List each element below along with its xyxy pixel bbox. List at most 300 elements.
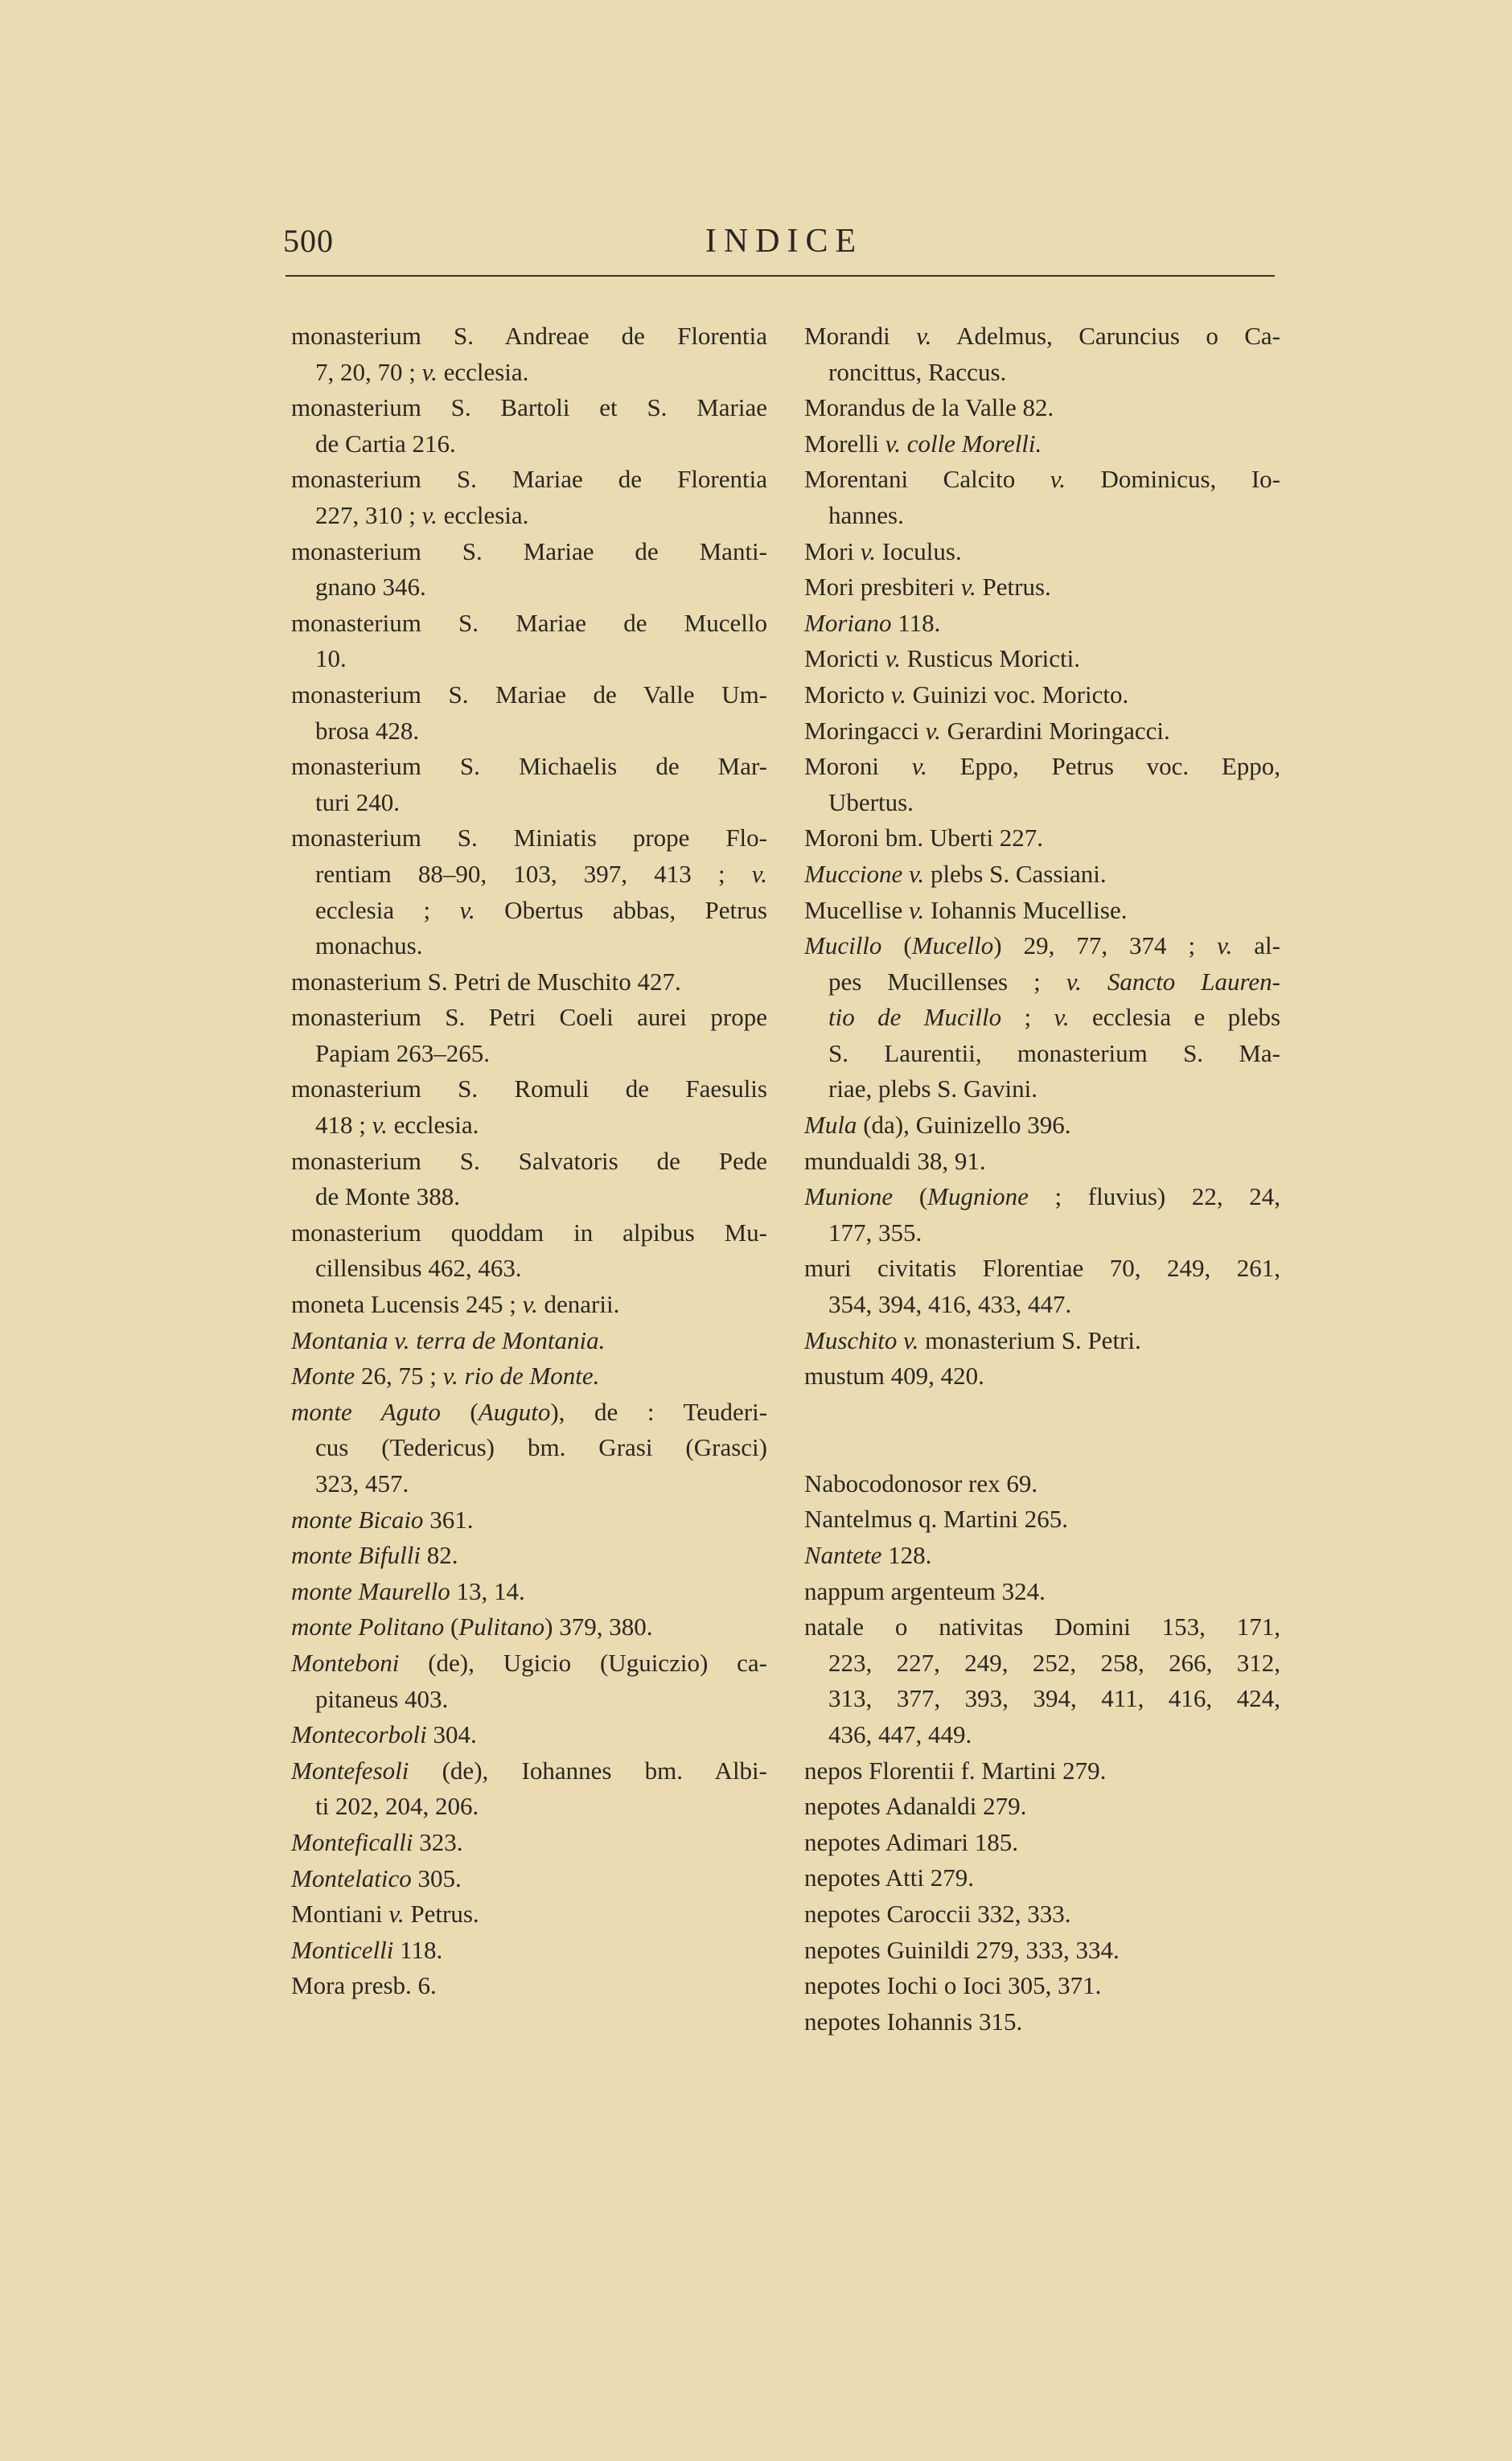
- entry-continuation-line: [291, 785, 767, 821]
- text: riae, plebs S. Gavini.: [828, 1074, 1038, 1103]
- entry-line: [291, 1825, 767, 1861]
- index-entry: [291, 534, 767, 606]
- text: Moricto: [804, 680, 891, 709]
- entry-line: [291, 318, 767, 355]
- text: Moroni: [804, 752, 912, 781]
- index-entry: [291, 1538, 767, 1574]
- text: 323, 457.: [315, 1469, 409, 1498]
- index-entry: [804, 1933, 1280, 1969]
- italic-text: Munione: [804, 1182, 894, 1211]
- text: denarii.: [537, 1290, 620, 1319]
- entry-continuation-line: [291, 1466, 767, 1502]
- text: Petrus.: [404, 1900, 479, 1929]
- entry-continuation-line: [291, 1430, 767, 1466]
- entry-line: [291, 1358, 767, 1395]
- text: monasterium S. Salvatoris de Pede: [291, 1146, 767, 1175]
- text: (da), Guinizello 396.: [857, 1111, 1071, 1140]
- italic-text: v.: [1217, 931, 1233, 960]
- entry-line: [291, 1896, 767, 1933]
- text: 13, 14.: [450, 1576, 525, 1605]
- entry-line: [804, 1107, 1280, 1144]
- index-entry: [291, 1323, 767, 1359]
- text: nepotes Iochi o Ioci 305, 371.: [804, 1971, 1102, 2000]
- entry-continuation-line: [291, 857, 767, 893]
- index-entry: [804, 749, 1280, 820]
- text: turi 240.: [315, 787, 401, 816]
- text: Moringacci: [804, 716, 926, 745]
- entry-continuation-line: [804, 1681, 1280, 1717]
- entry-line: [291, 677, 767, 713]
- text: monachus.: [315, 931, 423, 960]
- text: Papiam 263–265.: [315, 1038, 490, 1067]
- index-entry: [804, 1609, 1280, 1752]
- index-entry: [291, 1896, 767, 1933]
- entry-line: [804, 534, 1280, 570]
- index-entry: [804, 318, 1280, 390]
- text: [897, 1326, 903, 1354]
- entry-continuation-line: [291, 1251, 767, 1287]
- index-entry: [291, 964, 767, 1000]
- text: ecclesia.: [437, 357, 529, 386]
- entry-line: [804, 1860, 1280, 1896]
- italic-text: v. Sancto Lauren-: [1066, 967, 1280, 996]
- entry-line: [804, 749, 1280, 785]
- index-entry: [291, 1502, 767, 1539]
- text: ) 29, 77, 374 ;: [993, 931, 1218, 960]
- text: monasterium S. Andreae de Florentia: [291, 322, 767, 350]
- italic-text: Montania v. terra de Montania.: [291, 1325, 606, 1354]
- entry-line: [291, 749, 767, 785]
- italic-text: Nantete: [804, 1541, 882, 1569]
- index-entry: [291, 1753, 767, 1825]
- text: ecclesia ;: [315, 895, 460, 924]
- text: 118.: [891, 608, 941, 637]
- index-entry: [804, 677, 1280, 713]
- entry-line: [291, 964, 767, 1000]
- text: (de), Ugicio (Uguiczio) ca-: [399, 1648, 767, 1677]
- entry-continuation-line: [291, 569, 767, 606]
- entry-continuation-line: [291, 893, 767, 929]
- index-entry: [804, 1466, 1280, 1502]
- entry-line: [804, 462, 1280, 498]
- italic-text: Auguto: [478, 1397, 551, 1426]
- text: Nantelmus q. Martini 265.: [804, 1505, 1069, 1534]
- entry-line: [804, 1538, 1280, 1574]
- text: de Cartia 216.: [315, 429, 456, 458]
- index-entry: [804, 534, 1280, 570]
- italic-text: v.: [885, 644, 901, 673]
- italic-text: v.: [925, 716, 941, 745]
- text: rentiam 88–90, 103, 397, 413 ;: [315, 859, 752, 888]
- text: 82.: [421, 1541, 458, 1570]
- text: ;: [1001, 1003, 1054, 1032]
- index-entry: [804, 390, 1280, 426]
- index-entry: [804, 1538, 1280, 1574]
- italic-text: v.: [459, 895, 475, 924]
- text: plebs S. Cassiani.: [924, 859, 1107, 888]
- entry-continuation-line: [804, 964, 1280, 1000]
- italic-text: Muccione: [804, 859, 903, 888]
- text: 418 ;: [315, 1111, 372, 1140]
- entry-line: [804, 1144, 1280, 1180]
- index-entry: [804, 1144, 1280, 1180]
- italic-text: v.: [388, 1900, 405, 1929]
- italic-text: monte Bifulli: [291, 1541, 421, 1570]
- index-entry: [291, 1609, 767, 1645]
- entry-line: [804, 820, 1280, 857]
- entry-line: [291, 1287, 767, 1323]
- italic-text: monte Aguto: [291, 1397, 441, 1426]
- entry-line: [804, 1179, 1280, 1215]
- index-entry: [291, 1215, 767, 1287]
- entry-line: [804, 1358, 1280, 1395]
- italic-text: monte Politano: [291, 1613, 445, 1641]
- entry-continuation-line: [804, 1287, 1280, 1323]
- entry-line: [291, 1645, 767, 1682]
- italic-text: Mucillo: [804, 931, 882, 960]
- index-column-left: [291, 318, 767, 2004]
- text: 26, 75 ;: [355, 1362, 443, 1391]
- entry-line: [291, 1609, 767, 1645]
- index-entry: [291, 820, 767, 963]
- entry-line: [804, 1753, 1280, 1789]
- index-entry: [291, 1395, 767, 1502]
- text: Adelmus, Caruncius o Ca-: [931, 322, 1280, 350]
- text: cillensibus 462, 463.: [315, 1254, 522, 1283]
- entry-line: [804, 1825, 1280, 1861]
- entry-continuation-line: [291, 426, 767, 462]
- entry-line: [291, 1861, 767, 1897]
- text: Nabocodonosor rex 69.: [804, 1469, 1038, 1498]
- text: (: [881, 931, 912, 960]
- index-entry: [291, 1861, 767, 1897]
- index-entry: [291, 1645, 767, 1717]
- entry-continuation-line: [291, 641, 767, 677]
- entry-continuation-line: [291, 928, 767, 964]
- index-entry: [291, 462, 767, 533]
- text: Gerardini Moringacci.: [940, 716, 1170, 745]
- text: 323.: [413, 1827, 463, 1856]
- index-entry: [804, 462, 1280, 533]
- italic-text: Montelatico: [291, 1863, 412, 1892]
- italic-text: v.: [751, 859, 767, 888]
- index-entry: [291, 1933, 767, 1969]
- text: moneta Lucensis 245 ;: [291, 1290, 523, 1319]
- text: monasterium S. Petri.: [918, 1325, 1141, 1354]
- entry-line: [291, 820, 767, 857]
- text: monasterium quoddam in alpibus Mu-: [291, 1218, 767, 1247]
- entry-line: [804, 426, 1280, 462]
- text: 227, 310 ;: [315, 500, 422, 529]
- text: nepotes Guinildi 279, 333, 334.: [804, 1935, 1120, 1964]
- italic-text: v.: [421, 357, 438, 386]
- italic-text: Montecorboli: [291, 1720, 427, 1749]
- text: monasterium S. Miniatis prope Flo-: [291, 824, 767, 853]
- entry-continuation-line: [291, 1682, 767, 1718]
- italic-text: v.: [908, 859, 925, 888]
- italic-text: v.: [890, 680, 906, 709]
- entry-line: [291, 1968, 767, 2004]
- entry-line: [804, 893, 1280, 929]
- text: monasterium S. Mariae de Florentia: [291, 465, 767, 494]
- text: monasterium S. Petri Coeli aurei prope: [291, 1003, 767, 1032]
- entry-line: [291, 1071, 767, 1107]
- text: ecclesia.: [437, 500, 529, 529]
- italic-text: v.: [911, 752, 927, 781]
- text: 305.: [411, 1863, 462, 1892]
- index-entry: [804, 1896, 1280, 1933]
- entry-line: [804, 1251, 1280, 1287]
- entry-line: [804, 1574, 1280, 1610]
- italic-text: v. colle Morelli.: [885, 429, 1042, 458]
- entry-continuation-line: [804, 1071, 1280, 1107]
- index-entry: [804, 893, 1280, 929]
- entry-line: [291, 1502, 767, 1539]
- italic-text: v.: [372, 1111, 388, 1140]
- text: Morelli: [804, 429, 885, 458]
- index-entry: [804, 426, 1280, 462]
- section-gap: [804, 1395, 1280, 1466]
- text: Rusticus Moricti.: [900, 644, 1080, 673]
- text: Ubertus.: [828, 787, 914, 816]
- text: monasterium S. Mariae de Mucello: [291, 608, 767, 637]
- italic-text: Monticelli: [291, 1935, 394, 1964]
- text: 361.: [423, 1505, 474, 1534]
- entry-line: [291, 1753, 767, 1789]
- text: ecclesia.: [387, 1111, 479, 1140]
- header-rule: [286, 275, 1275, 277]
- entry-line: [804, 677, 1280, 713]
- text: nepos Florentii f. Martini 279.: [804, 1756, 1107, 1785]
- entry-line: [291, 1717, 767, 1753]
- italic-text: v.: [1050, 465, 1066, 494]
- text: ), de : Teuderi-: [550, 1397, 767, 1426]
- entry-continuation-line: [291, 498, 767, 534]
- entry-line: [291, 390, 767, 426]
- italic-text: v.: [909, 895, 925, 924]
- text: nepotes Iohannis 315.: [804, 2007, 1023, 2036]
- text: Obertus abbas, Petrus: [475, 895, 767, 924]
- text: brosa 428.: [315, 716, 420, 745]
- index-entry: [804, 820, 1280, 857]
- index-entry: [804, 1789, 1280, 1825]
- entry-continuation-line: [291, 1789, 767, 1825]
- entry-continuation-line: [291, 1107, 767, 1144]
- index-entry: [804, 569, 1280, 606]
- entry-continuation-line: [804, 1215, 1280, 1251]
- index-entry: [804, 1107, 1280, 1144]
- text: Mora presb. 6.: [291, 1971, 437, 2000]
- entry-line: [804, 1789, 1280, 1825]
- text: hannes.: [828, 500, 904, 529]
- italic-text: Muschito: [804, 1325, 898, 1354]
- text: Ioculus.: [875, 536, 962, 565]
- italic-text: v.: [1054, 1003, 1070, 1032]
- index-entry: [804, 641, 1280, 677]
- index-entry: [804, 713, 1280, 750]
- page-number: 500: [283, 223, 334, 259]
- italic-text: Mula: [804, 1111, 857, 1140]
- text: gnano 346.: [315, 573, 426, 602]
- text: 354, 394, 416, 433, 447.: [828, 1290, 1072, 1319]
- entry-continuation-line: [804, 498, 1280, 534]
- text: mundualdi 38, 91.: [804, 1146, 986, 1175]
- italic-text: monte Maurello: [291, 1576, 450, 1605]
- text: mustum 409, 420.: [804, 1362, 984, 1391]
- text: monasterium S. Romuli de Faesulis: [291, 1074, 767, 1103]
- italic-text: v.: [860, 536, 876, 565]
- text: nepotes Adanaldi 279.: [804, 1792, 1027, 1821]
- index-entry: [804, 1825, 1280, 1861]
- entry-line: [804, 2004, 1280, 2040]
- text: 313, 377, 393, 394, 411, 416, 424,: [828, 1684, 1280, 1713]
- entry-line: [291, 534, 767, 570]
- entry-line: [804, 1502, 1280, 1538]
- entry-continuation-line: [804, 355, 1280, 391]
- text: ti 202, 204, 206.: [315, 1792, 479, 1821]
- entry-line: [291, 462, 767, 498]
- text: 7, 20, 70 ;: [315, 357, 422, 386]
- text: ecclesia e plebs: [1069, 1003, 1280, 1032]
- index-entry: [804, 1968, 1280, 2004]
- text: monasterium S. Mariae de Valle Um-: [291, 680, 767, 709]
- text: (: [440, 1397, 479, 1426]
- entry-line: [804, 390, 1280, 426]
- italic-text: v. rio de Monte.: [442, 1362, 600, 1391]
- index-entry: [291, 606, 767, 677]
- text: pitaneus 403.: [315, 1684, 449, 1713]
- text: monasterium S. Bartoli et S. Mariae: [291, 393, 767, 422]
- italic-text: v.: [960, 573, 976, 602]
- entry-line: [804, 1896, 1280, 1933]
- entry-line: [291, 1000, 767, 1036]
- text: 118.: [393, 1935, 443, 1964]
- text: Morandus de la Valle 82.: [804, 393, 1054, 422]
- text: (: [444, 1613, 459, 1641]
- index-entry: [291, 1358, 767, 1395]
- text: Guinizi voc. Moricto.: [906, 680, 1129, 709]
- entry-line: [291, 1933, 767, 1969]
- index-entry: [291, 1000, 767, 1071]
- text: Iohannis Mucellise.: [924, 895, 1128, 924]
- text: de Monte 388.: [315, 1182, 460, 1211]
- index-entry: [804, 1860, 1280, 1896]
- text: monasterium S. Michaelis de Mar-: [291, 752, 767, 781]
- text: Mucellise: [804, 895, 909, 924]
- italic-text: Mucello: [911, 931, 994, 960]
- index-entry: [291, 1717, 767, 1753]
- text: Morandi: [804, 322, 917, 350]
- index-entry: [291, 318, 767, 390]
- entry-continuation-line: [804, 1000, 1280, 1036]
- text: (: [893, 1182, 928, 1211]
- text: al-: [1232, 931, 1280, 960]
- index-entry: [804, 1502, 1280, 1538]
- entry-line: [804, 1609, 1280, 1645]
- index-entry: [291, 677, 767, 749]
- text: nepotes Adimari 185.: [804, 1827, 1019, 1856]
- index-entry: [291, 1071, 767, 1143]
- italic-text: Monte: [291, 1362, 355, 1391]
- text: Montiani: [291, 1900, 389, 1929]
- text: muri civitatis Florentiae 70, 249, 261,: [804, 1254, 1280, 1283]
- entry-continuation-line: [291, 355, 767, 391]
- entry-line: [291, 1144, 767, 1180]
- entry-line: [291, 1395, 767, 1431]
- text: Moricti: [804, 644, 885, 673]
- index-entry: [291, 1287, 767, 1323]
- text: pes Mucillenses ;: [828, 967, 1066, 996]
- index-entry: [804, 2004, 1280, 2040]
- text: Mori: [804, 536, 861, 565]
- text: (de), Iohannes bm. Albi-: [409, 1756, 767, 1785]
- italic-text: Monteficalli: [291, 1827, 413, 1856]
- text: 304.: [426, 1720, 477, 1749]
- text: roncittus, Raccus.: [828, 357, 1007, 386]
- entry-line: [804, 1466, 1280, 1502]
- entry-continuation-line: [804, 785, 1280, 821]
- index-entry: [804, 1251, 1280, 1322]
- index-entry: [291, 1968, 767, 2004]
- italic-text: tio de Mucillo: [828, 1003, 1002, 1032]
- italic-text: v.: [903, 1325, 919, 1354]
- entry-continuation-line: [291, 1036, 767, 1072]
- text: [902, 860, 909, 888]
- text: nepotes Caroccii 332, 333.: [804, 1899, 1071, 1928]
- index-entry: [804, 606, 1280, 642]
- entry-line: [804, 1323, 1280, 1359]
- entry-line: [804, 857, 1280, 893]
- entry-line: [291, 1574, 767, 1610]
- text: 223, 227, 249, 252, 258, 266, 312,: [828, 1648, 1280, 1677]
- index-entry: [291, 1144, 767, 1215]
- entry-line: [804, 928, 1280, 964]
- text: S. Laurentii, monasterium S. Ma-: [828, 1038, 1280, 1067]
- text: Dominicus, Io-: [1065, 465, 1280, 494]
- text: nepotes Atti 279.: [804, 1863, 974, 1892]
- text: 10.: [315, 644, 347, 673]
- text: Petrus.: [976, 573, 1051, 602]
- text: ; fluvius) 22, 24,: [1028, 1182, 1280, 1211]
- entry-line: [291, 606, 767, 642]
- text: monasterium S. Petri de Muschito 427.: [291, 967, 681, 996]
- entry-line: [804, 713, 1280, 750]
- index-entry: [804, 1323, 1280, 1359]
- text: Mori presbiteri: [804, 573, 961, 602]
- italic-text: v.: [421, 500, 438, 529]
- entry-continuation-line: [291, 713, 767, 750]
- italic-text: monte Bicaio: [291, 1505, 424, 1534]
- text: monasterium S. Mariae de Manti-: [291, 536, 767, 565]
- text: Morentani Calcito: [804, 465, 1050, 494]
- entry-line: [804, 641, 1280, 677]
- text: 177, 355.: [828, 1218, 922, 1247]
- entry-line: [804, 318, 1280, 355]
- text: nappum argenteum 324.: [804, 1576, 1046, 1605]
- text: ) 379, 380.: [544, 1613, 653, 1641]
- italic-text: Pulitano: [458, 1613, 545, 1641]
- index-entry: [291, 749, 767, 820]
- italic-text: v.: [916, 322, 932, 350]
- entry-line: [291, 1538, 767, 1574]
- entry-continuation-line: [804, 1645, 1280, 1682]
- text: Eppo, Petrus voc. Eppo,: [927, 752, 1280, 781]
- index-entry: [804, 1753, 1280, 1789]
- italic-text: v.: [522, 1290, 538, 1319]
- running-head-title: INDICE: [705, 223, 864, 260]
- index-entry: [804, 1179, 1280, 1251]
- entry-line: [804, 1933, 1280, 1969]
